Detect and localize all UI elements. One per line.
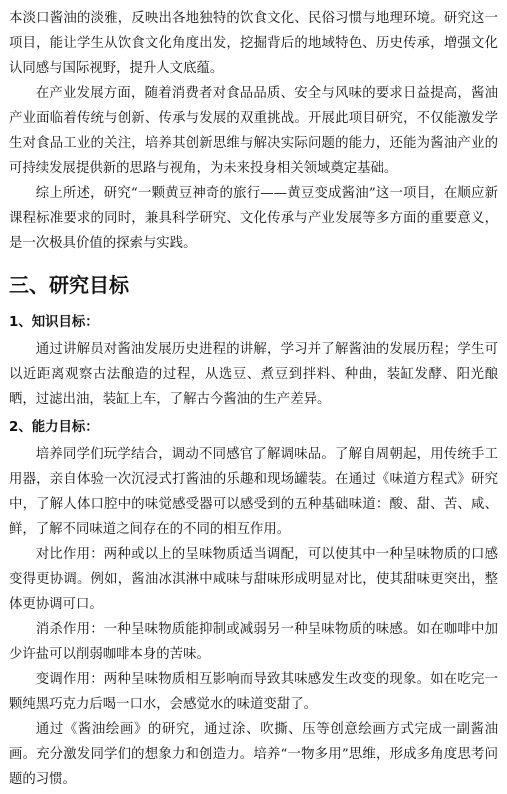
ability-suppression-paragraph: 消杀作用：一种呈味物质能抑制或减弱另一种呈味物质的味感。如在咖啡中加少许盐可以削弱咖啡本身的苦味。 (9, 622, 498, 662)
intro-paragraph-1: 本淡口酱油的淡雅，反映出各地独特的饮食文化、民俗习惯与地理环境。研究这一项目，能让学生从饮食文化角度出发，挖掘背后的地域特色、历史传承，增强文化认同感与国际视野，提升人文底蕴。 (9, 11, 498, 76)
intro-paragraph-3: 综上所述，研究“一颗黄豆神奇的旅行——黄豆变成酱油”这一项目，在顺应新课程标准要求的同时，兼具科学研究、文化传承与产业发展等多方面的重要意义，是一次极具价值的探索与实践。 (9, 186, 498, 251)
section-title-research-goals: 三、研究目标 (9, 273, 129, 297)
ability-contrast-paragraph: 对比作用：两种或以上的呈味物质适当调配，可以使其中一种呈味物质的口感变得更协调。例如，酱油冰淇淋中咸味与甜味形成明显对比，使其甜味更突出，整体更协调可口。 (9, 547, 498, 612)
ability-goals-paragraph-1: 培养同学们玩学结合，调动不同感官了解调味品。了解自周朝起，用传统手工用器，亲自体验一次沉浸式打酱油的乐趣和现场罐装。在通过《味道方程式》研究中，了解人体口腔中的味觉感受器可以感受到的五种基础味道：酸、甜、苦、咸、鲜，了解不同味道之间存在的不同的相互作用。 (9, 447, 498, 537)
intro-paragraph-2: 在产业发展方面，随着消费者对食品品质、安全与风味的要求日益提高，酱油产业面临着传统与创新、传承与发展的双重挑战。开展此项目研究，不仅能激发学生对食品工业的关注，培养其创新思维与解决实际问题的能力，还能为酱油产业的可持续发展提供新的思路与视角，为未来投身相关领域奠定基础。 (9, 86, 498, 176)
ability-goals-heading: 2、能力目标： (9, 420, 99, 435)
knowledge-goals-heading: 1、知识目标： (9, 315, 99, 330)
ability-painting-paragraph: 通过《酱油绘画》的研究，通过涂、吹撕、压等创意绘画方式完成一副酱油画。充分激发同学们的想象力和创造力。培养“一物多用”思维，形成多角度思考问题的习惯。 (9, 722, 498, 787)
knowledge-goals-paragraph: 通过讲解员对酱油发展历史进程的讲解，学习并了解酱油的发展历程；学生可以近距离观察古法酿造的过程，从选豆、煮豆到拌料、种曲，装缸发酵、阳光酿晒，过滤出油，装缸上车，了解古今酱油的生产差异。 (9, 342, 498, 407)
ability-modulation-paragraph: 变调作用：两种呈味物质相互影响而导致其味感发生改变的现象。如在吃完一颗纯黑巧克力后喝一口水，会感觉水的味道变甜了。 (9, 672, 498, 712)
